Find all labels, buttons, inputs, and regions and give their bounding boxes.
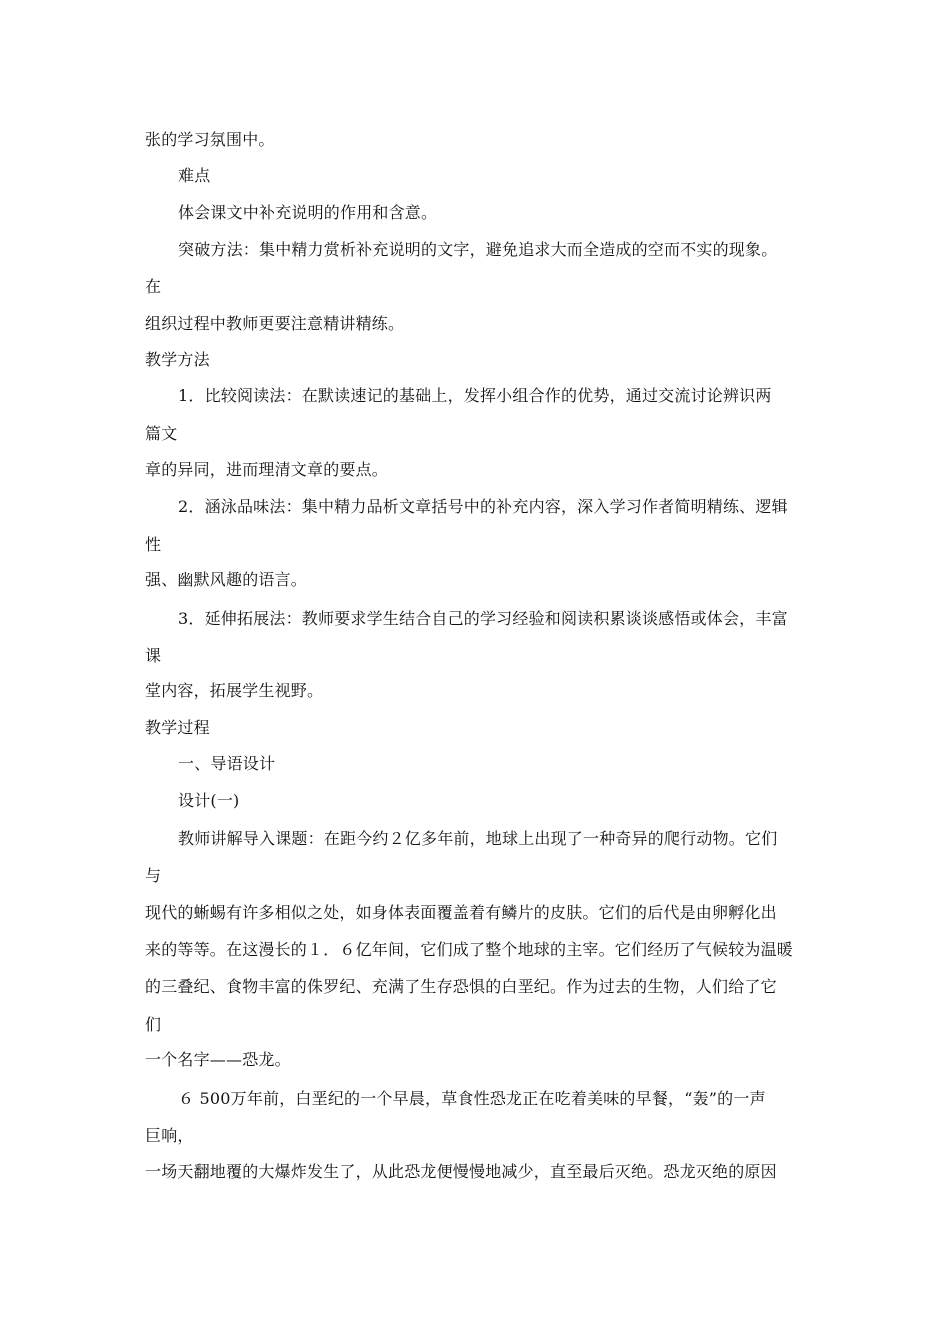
text-line: 突破方法：集中精力赏析补充说明的文字，避免追求大而全造成的空而不实的现象。 [178,240,778,259]
list-item: 1．比较阅读法：在默读速记的基础上，发挥小组合作的优势，通过交流讨论辨识两 [178,386,772,405]
text-line: ６ 500万年前，白垩纪的一个早晨，草食性恐龙正在吃着美味的早餐，“轰”的一声 [178,1089,766,1108]
text-line: 性 [145,535,162,554]
text-line: 一个名字——恐龙。 [145,1050,291,1069]
text-line: 堂内容，拓展学生视野。 [145,681,324,700]
heading-teaching-methods: 教学方法 [145,350,210,369]
text-line: 组织过程中教师更要注意精讲精练。 [145,314,405,333]
subsection-heading: 设计(一) [178,791,240,810]
heading-difficulty: 难点 [178,166,211,185]
text-line: 一场天翻地覆的大爆炸发生了，从此恐龙便慢慢地减少，直至最后灭绝。恐龙灭绝的原因 [145,1162,777,1181]
text-line: 教师讲解导入课题：在距今约２亿多年前，地球上出现了一种奇异的爬行动物。它们 [178,829,778,848]
text-line: 巨响， [145,1126,194,1145]
section-heading: 一、导语设计 [178,754,276,773]
text-line: 来的等等。在这漫长的１．６亿年间，它们成了整个地球的主宰。它们经历了气候较为温暖 [145,940,794,959]
text-line: 篇文 [145,424,178,443]
text-line: 强、幽默风趣的语言。 [145,570,308,589]
text-line: 现代的蜥蜴有许多相似之处，如身体表面覆盖着有鳞片的皮肤。它们的后代是由卵孵化出 [145,903,777,922]
text-line: 与 [145,866,162,885]
text-line: 章的异同，进而理清文章的要点。 [145,460,389,479]
text-line: 体会课文中补充说明的作用和含意。 [178,203,438,222]
text-line: 们 [145,1015,162,1034]
text-line: 的三叠纪、食物丰富的侏罗纪、充满了生存恐惧的白垩纪。作为过去的生物，人们给了它 [145,977,777,996]
text-line: 在 [145,277,162,296]
list-item: 2．涵泳品味法：集中精力品析文章括号中的补充内容，深入学习作者简明精练、逻辑 [178,497,788,516]
text-line: 张的学习氛围中。 [145,130,275,149]
list-item: 3．延伸拓展法：教师要求学生结合自己的学习经验和阅读积累谈谈感悟或体会，丰富 [178,609,788,628]
heading-teaching-process: 教学过程 [145,718,210,737]
text-line: 课 [145,646,162,665]
